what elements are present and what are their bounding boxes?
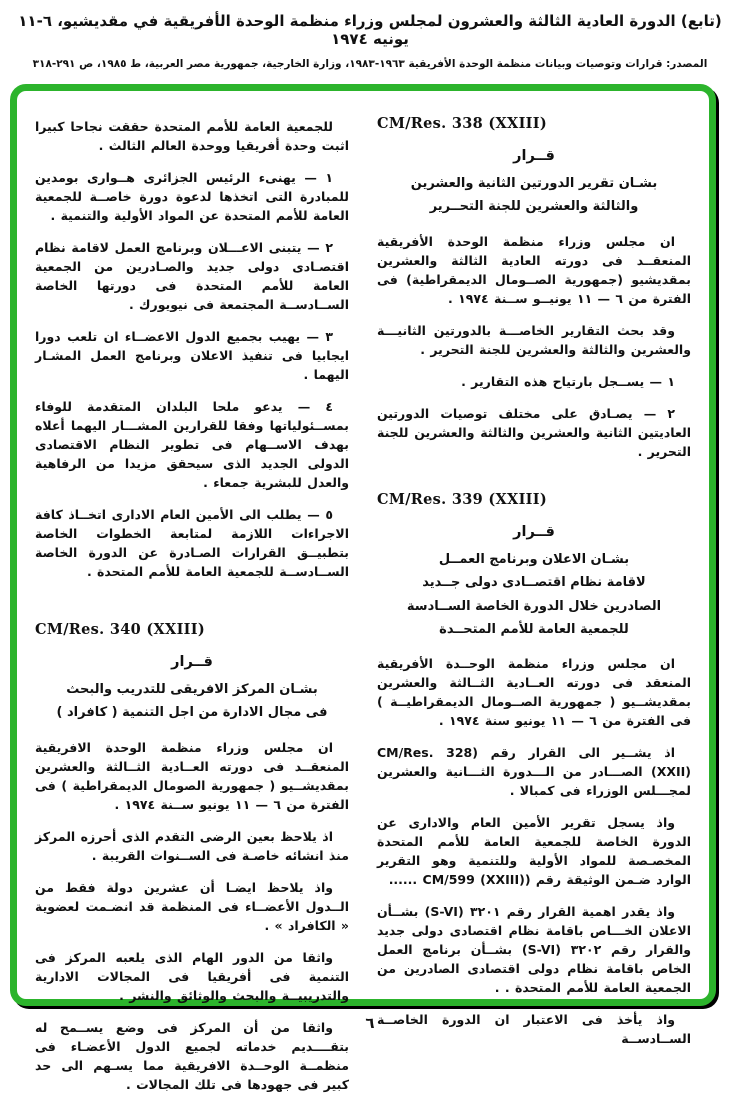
page-header: [0, 12, 740, 70]
paragraph: ان مجلس وزراء منظمة الوحدة الافريقية المنعقــد فى دورته العــادية الثــالثة والعشرين بمقديشــيو ( جمهورية الصومال الديمقراطية ) فى الفترة من ٦ — ١١ يونيو ســنة ١٩٧٤ .: [35, 739, 349, 812]
resolution-title-line: للجمعية العامة للأمم المتحــدة: [439, 621, 629, 637]
column-right: [377, 115, 691, 1047]
paragraph: ان مجلس وزراء منظمة الوحدة الأفريقية المنعقــد فى دورته العادية الثالثة والعشرين بمقديشيو (جمهورية الصــومال الديمقراطية) فى الفترة من ٦ — ١١ يونيــو ســنة ١٩٧٤ .: [377, 233, 691, 306]
paragraph: ان مجلس وزراء منظمة الوحــدة الأفريقية المنعقد فى دورته العــادية الثــالثة والعشرين بمقديشــيو ( جمهورية الصــومال الديمقراطيــة ) فى الفترة من ٦ — ١١ يونيو سنة ١٩٧٤ .: [377, 656, 691, 729]
paragraph: واثقا من الدور الهام الذى يلعبه المركز فى التنمية فى أفريقيا فى المجالات الادارية والتدريبيــة والبحث والوثائق والنشر .: [35, 949, 349, 1003]
clause-item: ٣ — يهيب بجميع الدول الاعضــاء ان تلعب دورا ايجابيا فى تنفيذ الاعلان وبرنامج العمل المشـار اليهما .: [35, 329, 349, 382]
continuation-paragraph: للجمعية العامة للأمم المتحدة حققت نجاحا كبيرا اثبت وحدة أفريقيا ووحدة العالم الثالث .: [35, 119, 349, 153]
paragraph: واذ يقدر اهمية القرار رقم ٣٢٠١ (S-VI) بشــأن الاعلان الخـــاص باقامة نظام اقتصادى دولى جديد والقرار رقم ٣٢٠٢ (S-VI) بشــأن برنامج العمل الخاص باقامة نظام دولى اقتصادى الصادرين من الجمعية العامة للأمم المتحدة . .: [377, 904, 691, 996]
resolution-title-line: بشـان المركز الافريقى للتدريب والبحث: [66, 682, 318, 697]
column-left: [35, 115, 349, 1092]
clause-item: ٢ — يتبنى الاعـــلان وبرنامج العمل لاقامة نظام اقتصـادى دولى جديد والصـادرين من الجمعية العامة للأمم المتحدة فى دورتها الخاصة الســادســة المجتمعة فى نيويورك .: [35, 240, 349, 312]
header-source: المصدر: قرارات وتوصيات وبيانات منظمة الوحدة الأفريقية ١٩٦٣-١٩٨٣، وزارة الخارجية، جمهورية مصر العربية، ط ١٩٨٥، ص ٢٩١-٣١٨: [32, 58, 708, 70]
paragraph: اذ يلاحظ بعين الرضى التقدم الذى أحرزه المركز منذ انشائه خاصـة فى الســنوات القريبة .: [35, 828, 349, 863]
paragraph: واذ يأخذ فى الاعتبار ان الدورة الخاصــة الســادســة: [377, 1012, 691, 1047]
resolution-number-338: CM/Res. 338 (XXIII): [377, 115, 548, 132]
paragraph: وقد بحث التقارير الخاصـــة بالدورتين الثانيـــة والعشرين والثالثة والعشرين للجنة التحرير .: [377, 322, 691, 357]
paragraph: واثقا من أن المركز فى وضع يســمح له بتقــــديم خدماته لجميع الدول الأعضـاء فى منظمــة الوحــدة الافريقية مما يسـهم الى حد كبير فى جهودها فى تلك المجالات .: [35, 1019, 349, 1092]
clause-item: ٢ — يصـادق على مختلف توصيات الدورتين العاديتين الثانية والعشرين والثالثة والعشرين للجنة التحرير .: [377, 405, 691, 459]
resolution-title-line: فى مجال الادارة من اجل التنمية ( كافراد ): [56, 705, 328, 721]
paragraph: اذ يشــير الى القرار رقم (CM/Res. 328 (XXII) الصـــادر من الـــدورة الثـــانية والعشرين لمجـــلس الوزراء فى كمبالا .: [377, 745, 691, 799]
resolution-title-line: الصادرين خلال الدورة الخاصة الســادسة: [406, 598, 662, 614]
resolution-title-line: بشـان تقرير الدورتين الثانية والعشرين: [410, 176, 658, 191]
resolution-heading: قــرار: [513, 148, 555, 164]
resolution-title-line: بشـان الاعلان وبرنامج العمــل: [438, 551, 630, 567]
paragraph: واذ يسجل تقرير الأمين العام والادارى عن الدورة الخاصة للجمعية العامة للأمم المتحدة المخصـصة للمواد الأولية وللتنمية وهو التقرير الوارد ضـمن الوثيقة رقم (CM/599 (XXIII) ......: [377, 815, 691, 888]
resolution-title-line: لاقامة نظام اقتصــادى دولى جــديد: [422, 575, 646, 591]
resolution-heading: قــرار: [171, 654, 213, 670]
page-number: ٦: [365, 1014, 375, 1032]
paragraph: واذ يلاحظ ايضـا أن عشرين دولة فقط من الــدول الأعضــاء فى المنظمة قد انضـمت لعضوية « الكافراد » .: [35, 879, 349, 933]
clause-item: ٤ — يدعو ملحا البلدان المتقدمة للوفاء بمســئولياتها وفقا للقرارين المشـــار اليهما أعلاه بهدف الاســهام فى تطوير النظام الاقتصادى الدولى الجديد الذى سيحقق مزيدا من الرفاهية والعدل للبشرية جمعاء .: [35, 399, 349, 490]
clause-item: ٥ — يطلب الى الأمين العام الادارى اتخــاذ كافة الاجراءات اللازمة لمتابعة الخطوات الخاصة بتطبيــق القرارات الصـادرة عن الدورة الخاصة الســادســة للجمعية العامة للأمم المتحدة .: [35, 507, 349, 579]
green-border-frame: [10, 84, 716, 1092]
header-title: (تابع) الدورة العادية الثالثة والعشرون لمجلس وزراء منظمة الوحدة الأفريقية في مقديشيو، ٦-١١ يونيه ١٩٧٤: [18, 12, 722, 48]
two-column-body: [35, 115, 691, 1092]
resolution-title-line: والثالثة والعشرين للجنة التحــرير: [429, 199, 639, 215]
clause-item: ١ — يهنىء الرئيس الجزائرى هــوارى بومدين للمبادرة التى اتخذها لدعوة دورة خاصــة للجمعية العامة للأمم المتحدة عن المواد الأولية والتنمية .: [35, 170, 349, 223]
resolution-heading: قــرار: [513, 523, 555, 540]
clause-item: ١ — يســجل بارتياح هذه التقارير .: [461, 373, 675, 389]
resolution-number-339: CM/Res. 339 (XXIII): [377, 490, 548, 508]
resolution-number-340: CM/Res. 340 (XXIII): [35, 621, 206, 638]
